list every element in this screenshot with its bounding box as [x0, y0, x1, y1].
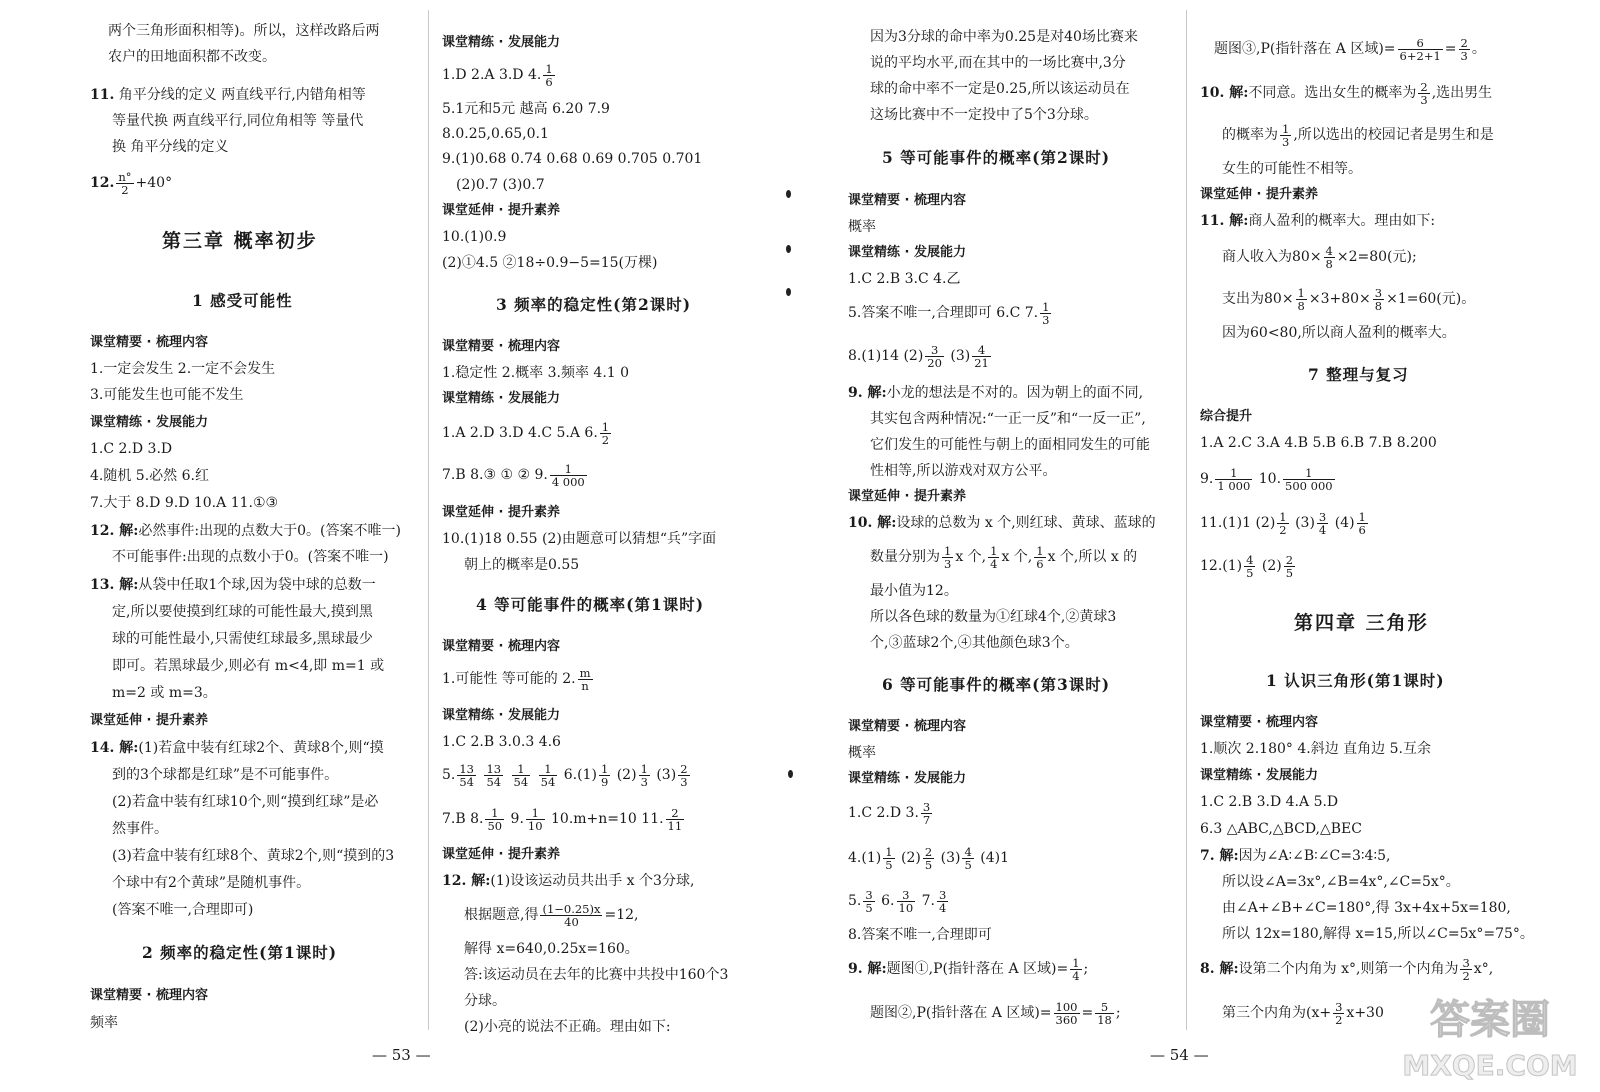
fraction: $\frac{4}{8}$ — [1325, 243, 1333, 271]
answer-line: 1.C 2.B 3.D 4.A 5.D — [1200, 794, 1339, 810]
section-title: 4 等可能事件的概率(第1课时) — [476, 595, 705, 614]
fraction: $\frac{5}{18}$ — [1097, 999, 1112, 1027]
text-line: 解得 x=640,0.25x=160。 — [464, 941, 639, 957]
text-line: 到的3个球都是红球”是不可能事件。 — [112, 767, 339, 783]
answer-line: 11. 角平分线的定义 两直线平行,内错角相等 — [90, 87, 366, 103]
section-heading: 课堂精练 · 发展能力 — [90, 415, 208, 430]
text-line: 球的可能性最小,只需使红球最多,黑球最少 — [112, 631, 373, 647]
fraction: $\frac{1}{3}$ — [1282, 121, 1290, 149]
fraction: $\frac{1}{3}$ — [944, 543, 952, 571]
section-heading: 课堂精要 · 梳理内容 — [848, 719, 966, 734]
fraction: $\frac{3}{7}$ — [922, 799, 931, 827]
text-line: 个球中有2个黄球”是随机事件。 — [112, 875, 311, 891]
fraction: $\frac{1}{50}$ — [487, 805, 503, 833]
answer-line: 9.(1)0.68 0.74 0.68 0.69 0.705 0.701 — [442, 151, 703, 167]
answer-line: 10. 解:设球的总数为 x 个,则红球、黄球、蓝球的 — [848, 515, 1156, 531]
scan-mark — [788, 770, 793, 778]
text-line: 支出为80× $\frac{1}{8}$ ×3+80× $\frac{3}{8}$ ×1=60(元)。 — [1222, 285, 1476, 313]
text-line: 女生的可能性不相等。 — [1222, 161, 1362, 177]
text-line: 其实包含两种情况:“一正一反”和“一反一正”, — [870, 411, 1146, 427]
text-line: 不可能事件:出现的点数小于0。(答案不唯一) — [112, 549, 389, 565]
section-title: 6 等可能事件的概率(第3课时) — [882, 675, 1111, 694]
fraction: $\frac{1}{500 000}$ — [1285, 465, 1333, 493]
text-line: 商人收入为80× $\frac{4}{8}$ ×2=80(元); — [1222, 243, 1417, 271]
fraction: $\frac{1}{6}$ — [1036, 543, 1044, 571]
fraction: $\frac{1}{6}$ — [545, 61, 553, 89]
section-heading: 课堂精练 · 发展能力 — [442, 35, 560, 50]
text-line: 所以各色球的数量为①红球4个,②黄球3 — [870, 609, 1117, 625]
text-line: 第三个内角为(x+ $\frac{3}{2}$ x+30 — [1222, 999, 1384, 1027]
answer-line: 11.(1)1 (2) $\frac{1}{2}$ (3) $\frac{3}{4}$ (4) $\frac{1}{6}$ — [1200, 509, 1366, 537]
fraction: $\frac{4}{5}$ — [1246, 552, 1254, 580]
answer-line: 3.可能发生也可能不发生 — [90, 387, 244, 403]
page-number-left: — 53 — — [372, 1046, 431, 1064]
fraction: $\frac{3}{5}$ — [865, 887, 873, 915]
fraction: $\frac{2}{3}$ — [680, 761, 688, 789]
fraction: $\frac{1}{1 000}$ — [1217, 465, 1251, 493]
fraction: $\frac{13}{54}$ — [459, 761, 474, 789]
answer-line: (2)0.7 (3)0.7 — [456, 177, 545, 193]
answer-line: 1.A 2.D 3.D 4.C 5.A 6. $\frac{1}{2}$ — [442, 419, 610, 447]
section-heading: 课堂精练 · 发展能力 — [1200, 768, 1318, 783]
fraction: $\frac{3}{4}$ — [1318, 509, 1327, 537]
section-heading: 课堂精要 · 梳理内容 — [1200, 715, 1318, 730]
text-line: 所以设∠A=3x°,∠B=4x°,∠C=5x°。 — [1222, 874, 1460, 890]
answer-line: 8.答案不唯一,合理即可 — [848, 927, 992, 943]
section-title: 1 感受可能性 — [192, 291, 293, 310]
answer-line: 1.C 2.D 3. $\frac{3}{7}$ — [848, 799, 931, 827]
section-heading: 课堂精练 · 发展能力 — [442, 708, 560, 723]
answer-line: 1.C 2.B 3.C 4.乙 — [848, 271, 961, 287]
answer-line: 6.3 △ABC,△BCD,△BEC — [1200, 821, 1362, 837]
text-line: 因为60<80,所以商人盈利的概率大。 — [1222, 325, 1456, 341]
watermark-logo — [1390, 985, 1590, 1085]
section-heading: 课堂延伸 · 提升素养 — [1200, 187, 1318, 202]
text-line: 然事件。 — [112, 821, 168, 837]
section-heading: 课堂延伸 · 提升素养 — [442, 505, 560, 520]
fraction: $\frac{3}{4}$ — [938, 887, 947, 915]
text-line: 性相等,所以游戏对双方公平。 — [870, 463, 1057, 479]
fraction: $\frac{3}{2}$ — [1335, 999, 1343, 1027]
answer-line: 8.0.25,0.65,0.1 — [442, 126, 549, 142]
text-line: 说的平均水平,而在其中的一场比赛中,3分 — [870, 55, 1126, 71]
section-heading: 课堂精练 · 发展能力 — [442, 391, 560, 406]
answer-line: 13. 解:从袋中任取1个球,因为袋中球的总数一 — [90, 577, 376, 593]
text-line: (答案不唯一,合理即可) — [112, 902, 254, 918]
text-line: 题图③,P(指针落在 A 区域)= $\frac{6}{6+2+1}$ = $\frac{2}{3}$ 。 — [1214, 35, 1486, 63]
answer-line: 5. $\frac{13}{54}$ $\frac{13}{54}$ $\frac{1}{54}$ $\frac{1}{54}$ 6.(1) $\frac{1}{9}$ (2) $\frac{1}{3}$ (3) $\frac{2}{3}$ — [442, 761, 688, 789]
answer-line: 7. 解:因为∠A∶∠B∶∠C=3∶4∶5, — [1200, 848, 1391, 864]
answer-line: 1.C 2.B 3.0.3 4.6 — [442, 734, 561, 750]
fraction: $\frac{1}{5}$ — [885, 844, 893, 872]
chapter-title: 第四章 三角形 — [1294, 612, 1429, 634]
fraction: $\frac{3}{20}$ — [927, 342, 942, 370]
answer-line: 8. 解:设第二个内角为 x°,则第一个内角为 $\frac{3}{2}$ x°, — [1200, 955, 1494, 983]
answer-line: 4.(1) $\frac{1}{5}$ (2) $\frac{2}{5}$ (3) $\frac{4}{5}$ (4)1 — [848, 844, 1009, 872]
answer-line: 9. 解:小龙的想法是不对的。因为朝上的面不同, — [848, 385, 1144, 401]
answer-line: 5.答案不唯一,合理即可 6.C 7. $\frac{1}{3}$ — [848, 299, 1050, 327]
answer-line: 9. 解:题图①,P(指针落在 A 区域)= $\frac{1}{4}$ ; — [848, 955, 1089, 983]
answer-line: 1.顺次 2.180° 4.斜边 直角边 5.互余 — [1200, 741, 1431, 757]
fraction: $\frac{1}{4}$ — [990, 543, 998, 571]
fraction: $\frac{2}{5}$ — [1285, 552, 1294, 580]
answer-line: 7.B 8.③ ① ② 9. $\frac{1}{4 000}$ — [442, 461, 585, 489]
answer-line: 4.随机 5.必然 6.红 — [90, 468, 209, 484]
fraction: $\frac{2}{11}$ — [667, 805, 683, 833]
section-heading: 课堂延伸 · 提升素养 — [90, 713, 208, 728]
answer-line: 7.大于 8.D 9.D 10.A 11.①③ — [90, 495, 279, 511]
fraction: $\frac{4}{21}$ — [974, 342, 989, 370]
answer-line: 12. $\frac{n^\circ}{2}$ +40° — [90, 169, 173, 197]
text-line: 球的命中率不一定是0.25,所以该运动员在 — [870, 81, 1130, 97]
text-line: 根据题意,得 $\frac{(1-0.25)x}{40}$ =12, — [464, 901, 639, 929]
scan-mark — [786, 245, 791, 253]
section-heading: 课堂精要 · 梳理内容 — [848, 193, 966, 208]
section-heading: 课堂延伸 · 提升素养 — [442, 847, 560, 862]
fraction: $\frac{1}{3}$ — [1042, 299, 1050, 327]
answer-line: 14. 解:(1)若盒中装有红球2个、黄球8个,则“摸 — [90, 740, 384, 756]
fraction: $\frac{1}{4 000}$ — [551, 461, 585, 489]
text-line: 它们发生的可能性与朝上的面相同发生的可能 — [870, 437, 1150, 453]
section-heading: 课堂精要 · 梳理内容 — [442, 639, 560, 654]
text-line: 分球。 — [464, 993, 506, 1009]
fraction: $\frac{n^\circ}{2}$ — [118, 169, 132, 197]
fraction: $\frac{3}{2}$ — [1462, 955, 1470, 983]
answer-line: 1.稳定性 2.概率 3.频率 4.1 0 — [442, 365, 630, 381]
text-line: 概率 — [848, 219, 876, 235]
answer-line: 5. $\frac{3}{5}$ 6. $\frac{3}{10}$ 7. $\frac{3}{4}$ — [848, 887, 947, 915]
text-line: 的概率为 $\frac{1}{3}$ ,所以选出的校园记者是男生和是 — [1222, 121, 1494, 149]
watermark-text-bottom: MXQE.COM — [1402, 1049, 1578, 1082]
answer-line: 12. 解:必然事件:出现的点数大于0。(答案不唯一) — [90, 523, 401, 539]
column-divider — [1186, 10, 1187, 1030]
text-line: 频率 — [90, 1015, 118, 1031]
section-title: 3 频率的稳定性(第2课时) — [496, 295, 692, 314]
watermark-text-top: 答案圈 — [1430, 997, 1550, 1043]
section-heading: 课堂精练 · 发展能力 — [848, 245, 966, 260]
fraction: $\frac{(1-0.25)x}{40}$ — [542, 901, 601, 929]
fraction: $\frac{3}{8}$ — [1374, 285, 1383, 313]
answer-line: 10.(1)0.9 — [442, 229, 507, 245]
text-line: 农户的田地面积都不改变。 — [108, 49, 276, 65]
scan-mark — [786, 190, 791, 198]
fraction: $\frac{1}{8}$ — [1297, 285, 1305, 313]
answer-line: 5.1元和5元 越高 6.20 7.9 — [442, 101, 610, 117]
fraction: $\frac{1}{9}$ — [600, 761, 609, 789]
section-heading: 课堂精要 · 梳理内容 — [90, 335, 208, 350]
chapter-title: 第三章 概率初步 — [162, 230, 318, 252]
text-line: (2)若盒中装有红球10个,则“摸到红球”是必 — [112, 794, 379, 810]
section-title: 1 认识三角形(第1课时) — [1266, 671, 1445, 690]
fraction: $\frac{3}{10}$ — [898, 887, 914, 915]
answer-line: 9. $\frac{1}{1 000}$ 10. $\frac{1}{500 000}$ — [1200, 465, 1333, 493]
text-line: (3)若盒中装有红球8个、黄球2个,则“摸到的3 — [112, 848, 395, 864]
text-line: m=2 或 m=3。 — [112, 685, 217, 701]
fraction: $\frac{1}{3}$ — [640, 761, 648, 789]
section-title: 2 频率的稳定性(第1课时) — [142, 943, 338, 962]
section-heading: 综合提升 — [1200, 409, 1253, 424]
text-line: 两个三角形面积相等)。所以，这样改路后两 — [108, 23, 380, 39]
fraction: $\frac{1}{54}$ — [513, 761, 529, 789]
answer-line: 1.一定会发生 2.一定不会发生 — [90, 361, 276, 377]
section-heading: 课堂延伸 · 提升素养 — [848, 489, 966, 504]
answer-line: 8.(1)14 (2) $\frac{3}{20}$ (3) $\frac{4}{21}$ — [848, 342, 989, 370]
text-line: 即可。若黑球最少,则必有 m<4,即 m=1 或 — [112, 658, 385, 674]
text-line: 最小值为12。 — [870, 583, 958, 599]
section-heading: 课堂精练 · 发展能力 — [848, 771, 966, 786]
answer-line: 11. 解:商人盈利的概率大。理由如下: — [1200, 213, 1436, 229]
fraction: $\frac{2}{3}$ — [1420, 79, 1428, 107]
text-line: 因为3分球的命中率为0.25是对40场比赛来 — [870, 29, 1138, 45]
page-number-right: — 54 — — [1150, 1046, 1209, 1064]
fraction: $\frac{13}{54}$ — [486, 761, 502, 789]
text-line: (2)小亮的说法不正确。理由如下: — [464, 1019, 671, 1035]
fraction: $\frac{1}{6}$ — [1358, 509, 1366, 537]
watermark-icon — [1390, 985, 1590, 1085]
answer-line: (2)①4.5 ②18÷0.9−5=15(万棵) — [442, 255, 658, 271]
answer-line: 7.B 8. $\frac{1}{50}$ 9. $\frac{1}{10}$ 10.m+n=10 11. $\frac{2}{11}$ — [442, 805, 683, 833]
text-line: 所以 12x=180,解得 x=15,所以∠C=5x°=75°。 — [1222, 926, 1534, 942]
fraction: $\frac{100}{360}$ — [1055, 999, 1078, 1027]
fraction: $\frac{4}{5}$ — [964, 844, 972, 872]
text-line: 这场比赛中不一定投中了5个3分球。 — [870, 107, 1098, 123]
answer-line: 10. 解:不同意。选出女生的概率为 $\frac{2}{3}$ ,选出男生 — [1200, 79, 1493, 107]
answer-line: 10.(1)18 0.55 (2)由题意可以猜想“兵”字面 — [442, 531, 717, 547]
fraction: $\frac{1}{10}$ — [527, 805, 543, 833]
fraction: $\frac{1}{2}$ — [601, 419, 610, 447]
fraction: $\frac{1}{2}$ — [1279, 509, 1287, 537]
fraction: $\frac{1}{4}$ — [1072, 955, 1080, 983]
fraction: $\frac{6}{6+2+1}$ — [1399, 35, 1441, 63]
section-heading: 课堂精要 · 梳理内容 — [90, 988, 208, 1003]
text-line: 数量分别为 $\frac{1}{3}$ x 个, $\frac{1}{4}$ x 个, $\frac{1}{6}$ x 个,所以 x 的 — [870, 543, 1138, 571]
section-title: 5 等可能事件的概率(第2课时) — [882, 148, 1111, 167]
text-line: 朝上的概率是0.55 — [464, 557, 580, 573]
answer-line: 12. 解:(1)设该运动员共出手 x 个3分球, — [442, 873, 695, 889]
text-line: 个,③蓝球2个,④其他颜色球3个。 — [870, 635, 1079, 651]
answer-line: 1.C 2.D 3.D — [90, 441, 173, 457]
column-divider — [428, 10, 429, 1030]
answer-line: 1.可能性 等可能的 2. $\frac{m}{n}$ — [442, 665, 591, 693]
fraction: $\frac{1}{54}$ — [540, 761, 556, 789]
text-line: 等量代换 两直线平行,同位角相等 等量代 — [112, 113, 364, 129]
text-line: 由∠A+∠B+∠C=180°,得 3x+4x+5x=180, — [1222, 900, 1511, 916]
answer-line: 12.(1) $\frac{4}{5}$ (2) $\frac{2}{5}$ — [1200, 552, 1294, 580]
fraction: $\frac{2}{5}$ — [924, 844, 933, 872]
section-title: 7 整理与复习 — [1308, 365, 1409, 384]
text-line: 答:该运动员在去年的比赛中共投中160个3 — [464, 967, 729, 983]
fraction: $\frac{m}{n}$ — [579, 665, 591, 693]
scan-mark — [786, 288, 791, 296]
section-heading: 课堂延伸 · 提升素养 — [442, 203, 560, 218]
text-line: 定,所以要使摸到红球的可能性最大,摸到黑 — [112, 604, 373, 620]
text-line: 概率 — [848, 745, 876, 761]
section-heading: 课堂精要 · 梳理内容 — [442, 339, 560, 354]
answer-line: 1.A 2.C 3.A 4.B 5.B 6.B 7.B 8.200 — [1200, 435, 1437, 451]
text-line: 换 角平分线的定义 — [112, 139, 229, 155]
fraction: $\frac{2}{3}$ — [1460, 35, 1468, 63]
text-line: 题图②,P(指针落在 A 区域)= $\frac{100}{360}$ = $\frac{5}{18}$ ; — [870, 999, 1121, 1027]
answer-line: 1.D 2.A 3.D 4. $\frac{1}{6}$ — [442, 61, 553, 89]
